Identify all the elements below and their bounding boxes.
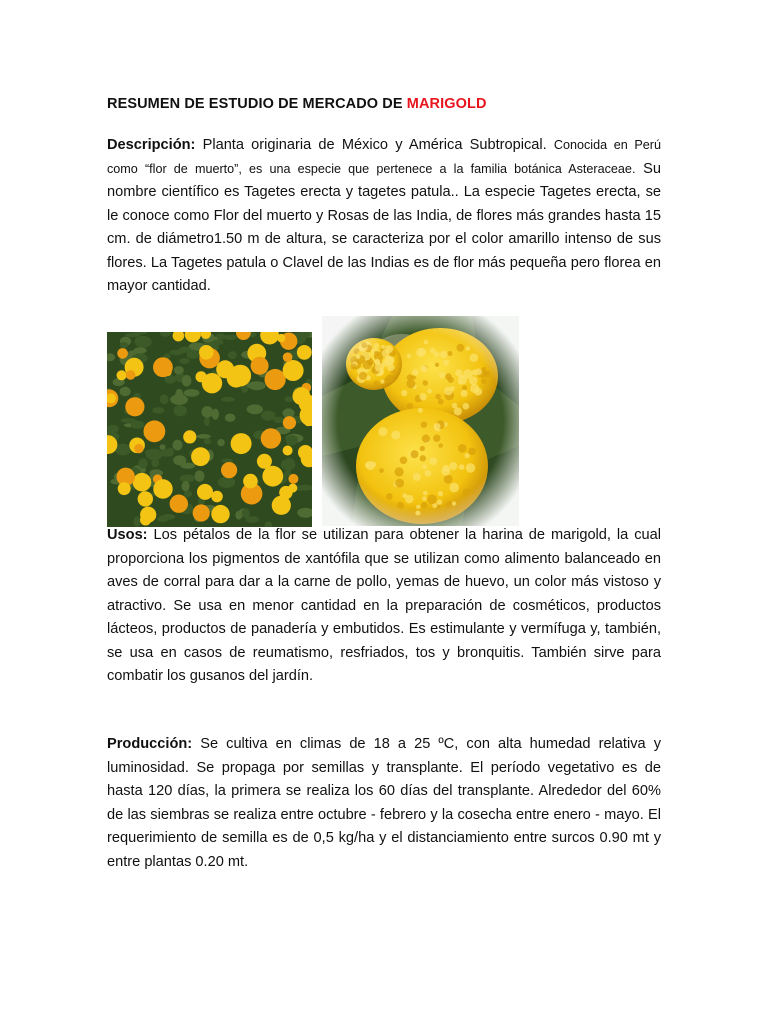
marigold-flower	[293, 387, 311, 405]
marigold-flower	[153, 479, 172, 498]
marigold-flower	[216, 360, 234, 378]
marigold-flower	[266, 471, 275, 480]
marigold-flower	[304, 418, 312, 426]
descripcion-text-1: Planta originaria de México y América Subtropical.	[195, 137, 554, 153]
marigold-flower	[183, 430, 196, 443]
marigold-flower	[199, 345, 214, 360]
descripcion-text-2: Su nombre científico es Tagetes erecta y tagetes patula.. La especie Tagetes erecta, se le conoce como Flor del muerto y Rosas de las India, de flores más grandes hasta 15 cm. de diámetro1.50 m de altura, se caracteriza por el color amarillo intenso de sus flores. La Tagetes patula o Clavel de las Indias es de flor más pequeña pero florea en mayor cantidad.	[107, 160, 662, 294]
marigold-flower	[243, 474, 258, 489]
marigold-flower	[191, 447, 210, 466]
marigold-flower	[117, 370, 127, 380]
marigold-flower	[144, 420, 166, 442]
marigold-flower	[202, 373, 222, 393]
marigold-flower	[197, 484, 213, 500]
usos-text: Los pétalos de la flor se utilizan para obtener la harina de marigold, la cual proporciona los pigmentos de xantófila que se utilizan como alimento balanceado en aves de corral para dar a la carne de pollo, yemas de huevo, un color más vistoso y atractivo. Se usa en menor cantidad en la preparación de cosméticos, productos lácteos, productos de panadería y embutidos. Es estimulante y vermífuga y, también, se usa en casos de reumatismo, resfriados, tos y bronquitis. También sirve para combatir los gusanos del jardín.	[107, 527, 661, 684]
marigold-flower	[211, 491, 223, 503]
marigold-flower	[211, 505, 229, 523]
marigold-flower	[140, 507, 156, 523]
marigold-field-photo	[107, 332, 312, 527]
marigold-flower	[283, 360, 304, 381]
marigold-flower	[138, 491, 153, 506]
marigold-flower	[261, 428, 281, 448]
marigold-flower	[288, 474, 298, 484]
marigold-flower	[283, 446, 293, 456]
marigold-flower	[117, 348, 128, 359]
marigold-flower	[257, 454, 272, 469]
descripcion-paragraph	[107, 134, 661, 299]
marigold-flower	[231, 433, 252, 454]
marigold-flower	[126, 370, 136, 380]
marigold-flower	[265, 369, 286, 390]
produccion-label: Producción:	[107, 736, 193, 752]
marigold-flower	[251, 357, 269, 375]
produccion-text: Se cultiva en climas de 18 a 25 ºC, con alta humedad relativa y luminosidad. Se propaga por semillas y transplante. El período vegetativo es de hasta 120 días, la primera se realiza los 60 días del transplante. Alrededor del 60% de las siembras se realiza entre octubre - febrero y la cosecha entre enero - mayo. El requerimiento de semilla es de 0,5 kg/ha y el distanciamiento entre surcos 0.90 mt y entre plantas 0.20 mt.	[107, 736, 661, 870]
marigold-flower	[283, 352, 293, 362]
marigold-flower	[133, 473, 152, 492]
marigold-flower	[272, 496, 291, 515]
marigold-flower	[193, 504, 210, 521]
descripcion-label: Descripción:	[107, 137, 196, 153]
produccion-paragraph	[107, 733, 661, 874]
marigold-flower	[153, 357, 173, 377]
marigold-flower	[297, 345, 312, 360]
title-text: RESUMEN DE ESTUDIO DE MERCADO DE	[107, 96, 407, 112]
marigold-flower	[125, 397, 144, 416]
marigold-flower	[170, 495, 188, 513]
marigold-flower	[288, 484, 297, 493]
usos-label: Usos:	[107, 527, 148, 543]
marigold-blooms-photo	[322, 316, 519, 526]
document-title	[107, 96, 487, 112]
title-accent: MARIGOLD	[406, 96, 487, 112]
marigold-flower	[118, 482, 131, 495]
marigold-flower	[221, 462, 237, 478]
marigold-flower	[283, 416, 296, 429]
descripcion-text-small: Conocida en Perú como “flor de muerto”, es una especie que pertenece a la familia botánica Asteraceae.	[107, 138, 661, 176]
usos-paragraph	[107, 524, 661, 689]
marigold-flower	[134, 444, 143, 453]
